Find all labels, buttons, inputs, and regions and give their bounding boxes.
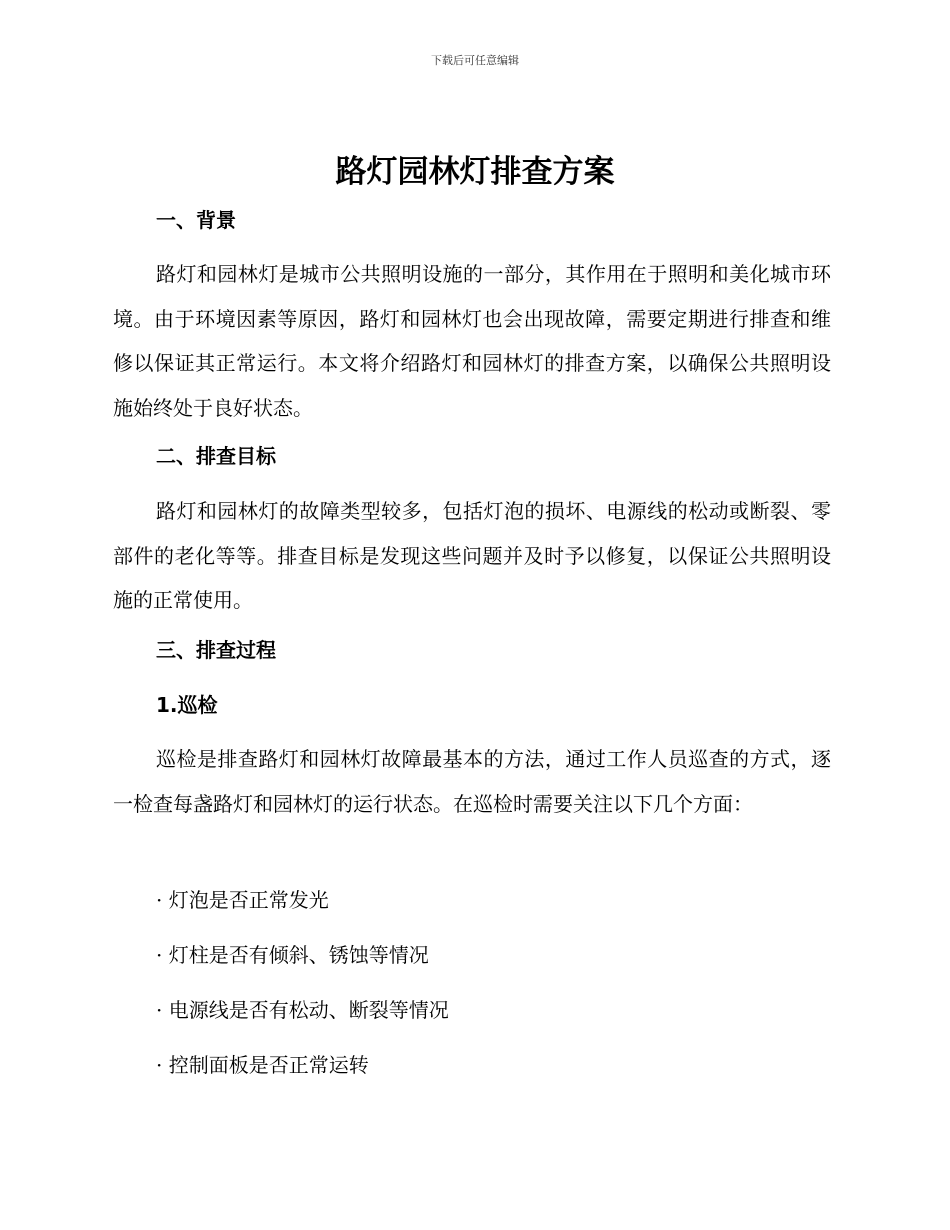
document-title: 路灯园林灯排查方案 <box>335 154 615 190</box>
section-heading-background: 一、背景 <box>156 208 236 232</box>
subheading-inspection: 1.巡检 <box>156 693 218 717</box>
section-heading-process: 三、排查过程 <box>156 638 276 662</box>
paragraph-inspection: 巡检是排查路灯和园林灯故障最基本的方法，通过工作人员巡查的方式，逐一检查每盏路灯和园林灯的运行状态。在巡检时需要关注以下几个方面： <box>113 747 831 816</box>
list-item: · 电源线是否有松动、断裂等情况 <box>156 998 449 1022</box>
list-item: · 灯泡是否正常发光 <box>156 888 329 912</box>
list-item: · 灯柱是否有倾斜、锈蚀等情况 <box>156 943 429 967</box>
paragraph-goal: 路灯和园林灯的故障类型较多，包括灯泡的损坏、电源线的松动或断裂、零部件的老化等等。排查目标是发现这些问题并及时予以修复，以保证公共照明设施的正常使用。 <box>113 499 831 612</box>
paragraph-background: 路灯和园林灯是城市公共照明设施的一部分，其作用在于照明和美化城市环境。由于环境因素等原因，路灯和园林灯也会出现故障，需要定期进行排查和维修以保证其正常运行。本文将介绍路灯和园林灯的排查方案，以确保公共照明设施始终处于良好状态。 <box>113 262 831 420</box>
header-note: 下载后可任意编辑 <box>431 54 519 67</box>
section-heading-goal: 二、排查目标 <box>156 444 276 468</box>
list-item: · 控制面板是否正常运转 <box>156 1053 369 1077</box>
